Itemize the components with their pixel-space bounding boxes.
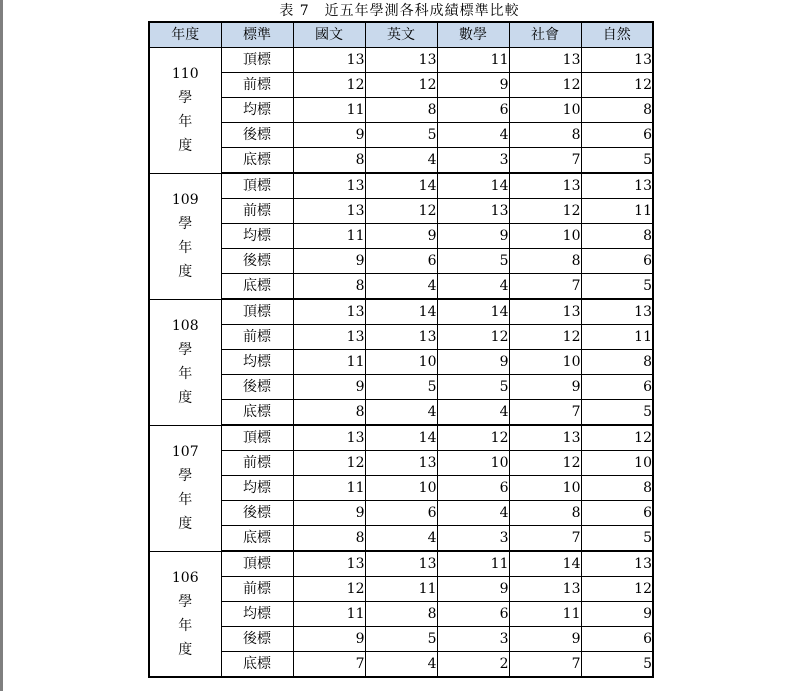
score-cell-chinese: 9 bbox=[293, 627, 365, 652]
standard-cell: 底標 bbox=[221, 400, 293, 426]
score-cell-math: 9 bbox=[437, 577, 509, 602]
table-row bbox=[149, 425, 653, 451]
score-cell-math: 3 bbox=[437, 148, 509, 174]
year-cell bbox=[149, 173, 221, 299]
score-cell-social: 13 bbox=[509, 48, 581, 73]
year-cell bbox=[149, 299, 221, 425]
year-label-char: 學 bbox=[178, 468, 193, 484]
year-number: 108 bbox=[171, 318, 199, 334]
score-cell-science: 6 bbox=[581, 501, 653, 526]
score-cell-social: 7 bbox=[509, 400, 581, 426]
standard-cell: 均標 bbox=[221, 602, 293, 627]
table-row bbox=[149, 148, 653, 174]
score-cell-math: 6 bbox=[437, 476, 509, 501]
score-cell-math: 9 bbox=[437, 350, 509, 375]
standard-cell: 後標 bbox=[221, 375, 293, 400]
year-label-char: 年 bbox=[178, 617, 193, 634]
score-cell-english: 10 bbox=[365, 476, 437, 501]
standard-cell: 頂標 bbox=[221, 48, 293, 73]
score-cell-chinese: 13 bbox=[293, 299, 365, 325]
header-math: 數學 bbox=[437, 22, 509, 48]
header-year: 年度 bbox=[149, 22, 221, 48]
score-cell-english: 5 bbox=[365, 123, 437, 148]
table-row bbox=[149, 627, 653, 652]
score-cell-math: 5 bbox=[437, 249, 509, 274]
score-cell-math: 6 bbox=[437, 98, 509, 123]
table-row bbox=[149, 577, 653, 602]
score-cell-social: 12 bbox=[509, 199, 581, 224]
score-cell-social: 7 bbox=[509, 274, 581, 300]
table-row bbox=[149, 73, 653, 98]
score-cell-social: 7 bbox=[509, 526, 581, 552]
score-cell-english: 13 bbox=[365, 48, 437, 73]
year-label-char: 年 bbox=[178, 492, 193, 508]
standard-cell: 後標 bbox=[221, 501, 293, 526]
score-cell-science: 12 bbox=[581, 73, 653, 98]
score-cell-english: 6 bbox=[365, 501, 437, 526]
year-label-char: 學 bbox=[178, 90, 193, 107]
score-cell-science: 11 bbox=[581, 325, 653, 350]
score-cell-science: 8 bbox=[581, 98, 653, 123]
score-cell-social: 10 bbox=[509, 98, 581, 123]
table-row bbox=[149, 501, 653, 526]
table-row bbox=[149, 526, 653, 552]
year-label-char: 學 bbox=[178, 593, 193, 610]
score-cell-chinese: 7 bbox=[293, 652, 365, 678]
standard-cell: 前標 bbox=[221, 577, 293, 602]
score-cell-science: 13 bbox=[581, 173, 653, 199]
year-number: 110 bbox=[171, 66, 199, 83]
standard-cell: 頂標 bbox=[221, 299, 293, 325]
score-cell-science: 8 bbox=[581, 350, 653, 375]
score-cell-english: 13 bbox=[365, 551, 437, 577]
score-cell-chinese: 9 bbox=[293, 249, 365, 274]
score-cell-science: 5 bbox=[581, 274, 653, 300]
score-cell-social: 10 bbox=[509, 224, 581, 249]
score-cell-math: 14 bbox=[437, 299, 509, 325]
standard-cell: 前標 bbox=[221, 325, 293, 350]
score-cell-social: 8 bbox=[509, 501, 581, 526]
score-cell-chinese: 13 bbox=[293, 325, 365, 350]
header-science: 自然 bbox=[581, 22, 653, 48]
score-cell-chinese: 8 bbox=[293, 400, 365, 426]
standard-cell: 頂標 bbox=[221, 173, 293, 199]
score-cell-science: 5 bbox=[581, 148, 653, 174]
table-row bbox=[149, 249, 653, 274]
score-cell-chinese: 11 bbox=[293, 350, 365, 375]
standard-cell: 前標 bbox=[221, 73, 293, 98]
table-row bbox=[149, 199, 653, 224]
score-cell-science: 6 bbox=[581, 249, 653, 274]
table-header bbox=[149, 22, 653, 48]
score-cell-english: 14 bbox=[365, 425, 437, 451]
score-cell-chinese: 13 bbox=[293, 199, 365, 224]
score-cell-science: 9 bbox=[581, 602, 653, 627]
standard-cell: 均標 bbox=[221, 224, 293, 249]
score-cell-english: 9 bbox=[365, 224, 437, 249]
score-cell-math: 12 bbox=[437, 325, 509, 350]
year-label-char: 度 bbox=[178, 138, 193, 155]
score-cell-social: 9 bbox=[509, 375, 581, 400]
score-cell-math: 10 bbox=[437, 451, 509, 476]
score-cell-chinese: 13 bbox=[293, 173, 365, 199]
score-cell-chinese: 9 bbox=[293, 375, 365, 400]
year-cell bbox=[149, 48, 221, 174]
score-cell-english: 8 bbox=[365, 602, 437, 627]
grade-standards-table bbox=[148, 21, 654, 678]
score-cell-social: 13 bbox=[509, 173, 581, 199]
score-cell-english: 8 bbox=[365, 98, 437, 123]
score-cell-science: 13 bbox=[581, 48, 653, 73]
score-cell-math: 4 bbox=[437, 123, 509, 148]
table-row bbox=[149, 123, 653, 148]
year-label-char: 學 bbox=[178, 216, 193, 232]
score-cell-science: 6 bbox=[581, 627, 653, 652]
score-cell-science: 5 bbox=[581, 526, 653, 552]
score-cell-english: 13 bbox=[365, 451, 437, 476]
score-cell-social: 13 bbox=[509, 299, 581, 325]
score-cell-math: 12 bbox=[437, 425, 509, 451]
standard-cell: 底標 bbox=[221, 652, 293, 678]
standard-cell: 均標 bbox=[221, 98, 293, 123]
score-cell-english: 6 bbox=[365, 249, 437, 274]
score-cell-math: 11 bbox=[437, 48, 509, 73]
score-cell-chinese: 12 bbox=[293, 451, 365, 476]
header-social: 社會 bbox=[509, 22, 581, 48]
table-row bbox=[149, 325, 653, 350]
score-cell-english: 12 bbox=[365, 73, 437, 98]
year-number: 107 bbox=[171, 444, 199, 460]
score-cell-science: 6 bbox=[581, 375, 653, 400]
score-cell-social: 12 bbox=[509, 325, 581, 350]
standard-cell: 後標 bbox=[221, 249, 293, 274]
score-cell-chinese: 13 bbox=[293, 48, 365, 73]
year-label-char: 度 bbox=[178, 390, 193, 406]
year-label-char: 年 bbox=[178, 240, 193, 256]
score-cell-english: 10 bbox=[365, 350, 437, 375]
table-row bbox=[149, 602, 653, 627]
year-label-char: 度 bbox=[178, 264, 193, 280]
score-cell-social: 12 bbox=[509, 73, 581, 98]
score-cell-math: 11 bbox=[437, 551, 509, 577]
standard-cell: 後標 bbox=[221, 627, 293, 652]
window-left-border bbox=[0, 0, 3, 691]
score-cell-science: 5 bbox=[581, 652, 653, 678]
score-cell-social: 7 bbox=[509, 148, 581, 174]
score-cell-social: 12 bbox=[509, 451, 581, 476]
score-cell-science: 12 bbox=[581, 577, 653, 602]
score-cell-social: 8 bbox=[509, 123, 581, 148]
header-standard: 標準 bbox=[221, 22, 293, 48]
year-label-char: 年 bbox=[178, 366, 193, 382]
score-cell-math: 9 bbox=[437, 73, 509, 98]
score-cell-english: 12 bbox=[365, 199, 437, 224]
score-cell-math: 2 bbox=[437, 652, 509, 678]
year-label-char: 度 bbox=[178, 516, 193, 532]
score-cell-science: 10 bbox=[581, 451, 653, 476]
score-cell-math: 13 bbox=[437, 199, 509, 224]
table-row bbox=[149, 551, 653, 577]
header-chinese: 國文 bbox=[293, 22, 365, 48]
score-cell-science: 5 bbox=[581, 400, 653, 426]
score-cell-social: 14 bbox=[509, 551, 581, 577]
standard-cell: 均標 bbox=[221, 350, 293, 375]
score-cell-science: 8 bbox=[581, 476, 653, 501]
score-cell-math: 4 bbox=[437, 501, 509, 526]
score-cell-math: 6 bbox=[437, 602, 509, 627]
year-number: 109 bbox=[171, 192, 199, 208]
standard-cell: 頂標 bbox=[221, 425, 293, 451]
score-cell-english: 11 bbox=[365, 577, 437, 602]
standard-cell: 後標 bbox=[221, 123, 293, 148]
year-label-char: 度 bbox=[178, 641, 193, 658]
score-cell-english: 4 bbox=[365, 652, 437, 678]
standard-cell: 前標 bbox=[221, 451, 293, 476]
table-body bbox=[149, 48, 653, 678]
score-cell-chinese: 13 bbox=[293, 425, 365, 451]
score-cell-chinese: 11 bbox=[293, 602, 365, 627]
score-cell-chinese: 12 bbox=[293, 577, 365, 602]
table-row bbox=[149, 48, 653, 73]
year-cell bbox=[149, 551, 221, 677]
table-row bbox=[149, 375, 653, 400]
table-row bbox=[149, 98, 653, 123]
table-row bbox=[149, 350, 653, 375]
score-cell-science: 11 bbox=[581, 199, 653, 224]
score-cell-math: 4 bbox=[437, 274, 509, 300]
score-cell-math: 3 bbox=[437, 627, 509, 652]
score-cell-math: 4 bbox=[437, 400, 509, 426]
score-cell-chinese: 11 bbox=[293, 476, 365, 501]
header-row bbox=[149, 22, 653, 48]
score-cell-english: 4 bbox=[365, 274, 437, 300]
score-cell-chinese: 8 bbox=[293, 526, 365, 552]
table-row bbox=[149, 476, 653, 501]
score-cell-chinese: 13 bbox=[293, 551, 365, 577]
score-cell-social: 10 bbox=[509, 476, 581, 501]
table-row bbox=[149, 652, 653, 678]
score-cell-social: 9 bbox=[509, 627, 581, 652]
table-row bbox=[149, 451, 653, 476]
score-cell-english: 14 bbox=[365, 299, 437, 325]
score-cell-social: 8 bbox=[509, 249, 581, 274]
score-cell-english: 4 bbox=[365, 148, 437, 174]
score-cell-social: 11 bbox=[509, 602, 581, 627]
header-english: 英文 bbox=[365, 22, 437, 48]
score-cell-english: 4 bbox=[365, 400, 437, 426]
score-cell-social: 7 bbox=[509, 652, 581, 678]
score-cell-science: 8 bbox=[581, 224, 653, 249]
score-cell-social: 13 bbox=[509, 577, 581, 602]
standard-cell: 底標 bbox=[221, 526, 293, 552]
score-cell-chinese: 8 bbox=[293, 148, 365, 174]
score-cell-math: 3 bbox=[437, 526, 509, 552]
year-number: 106 bbox=[171, 569, 199, 586]
score-cell-chinese: 9 bbox=[293, 123, 365, 148]
score-cell-english: 5 bbox=[365, 627, 437, 652]
score-cell-english: 14 bbox=[365, 173, 437, 199]
standard-cell: 均標 bbox=[221, 476, 293, 501]
table-row bbox=[149, 400, 653, 426]
score-cell-social: 10 bbox=[509, 350, 581, 375]
score-cell-chinese: 8 bbox=[293, 274, 365, 300]
score-cell-chinese: 12 bbox=[293, 73, 365, 98]
score-cell-science: 13 bbox=[581, 551, 653, 577]
year-label-char: 年 bbox=[178, 114, 193, 131]
score-cell-english: 5 bbox=[365, 375, 437, 400]
score-cell-science: 12 bbox=[581, 425, 653, 451]
table-row bbox=[149, 274, 653, 300]
year-label-char: 學 bbox=[178, 342, 193, 358]
score-cell-science: 6 bbox=[581, 123, 653, 148]
table-row bbox=[149, 299, 653, 325]
score-cell-math: 9 bbox=[437, 224, 509, 249]
standard-cell: 底標 bbox=[221, 274, 293, 300]
table-caption: 表 7 近五年學測各科成績標準比較 bbox=[279, 3, 520, 19]
table-row bbox=[149, 173, 653, 199]
score-cell-math: 14 bbox=[437, 173, 509, 199]
score-cell-english: 4 bbox=[365, 526, 437, 552]
score-cell-chinese: 9 bbox=[293, 501, 365, 526]
score-cell-science: 13 bbox=[581, 299, 653, 325]
year-cell bbox=[149, 425, 221, 551]
score-cell-english: 13 bbox=[365, 325, 437, 350]
standard-cell: 前標 bbox=[221, 199, 293, 224]
score-cell-math: 5 bbox=[437, 375, 509, 400]
score-cell-chinese: 11 bbox=[293, 224, 365, 249]
score-cell-chinese: 11 bbox=[293, 98, 365, 123]
table-row bbox=[149, 224, 653, 249]
score-cell-social: 13 bbox=[509, 425, 581, 451]
standard-cell: 頂標 bbox=[221, 551, 293, 577]
standard-cell: 底標 bbox=[221, 148, 293, 174]
